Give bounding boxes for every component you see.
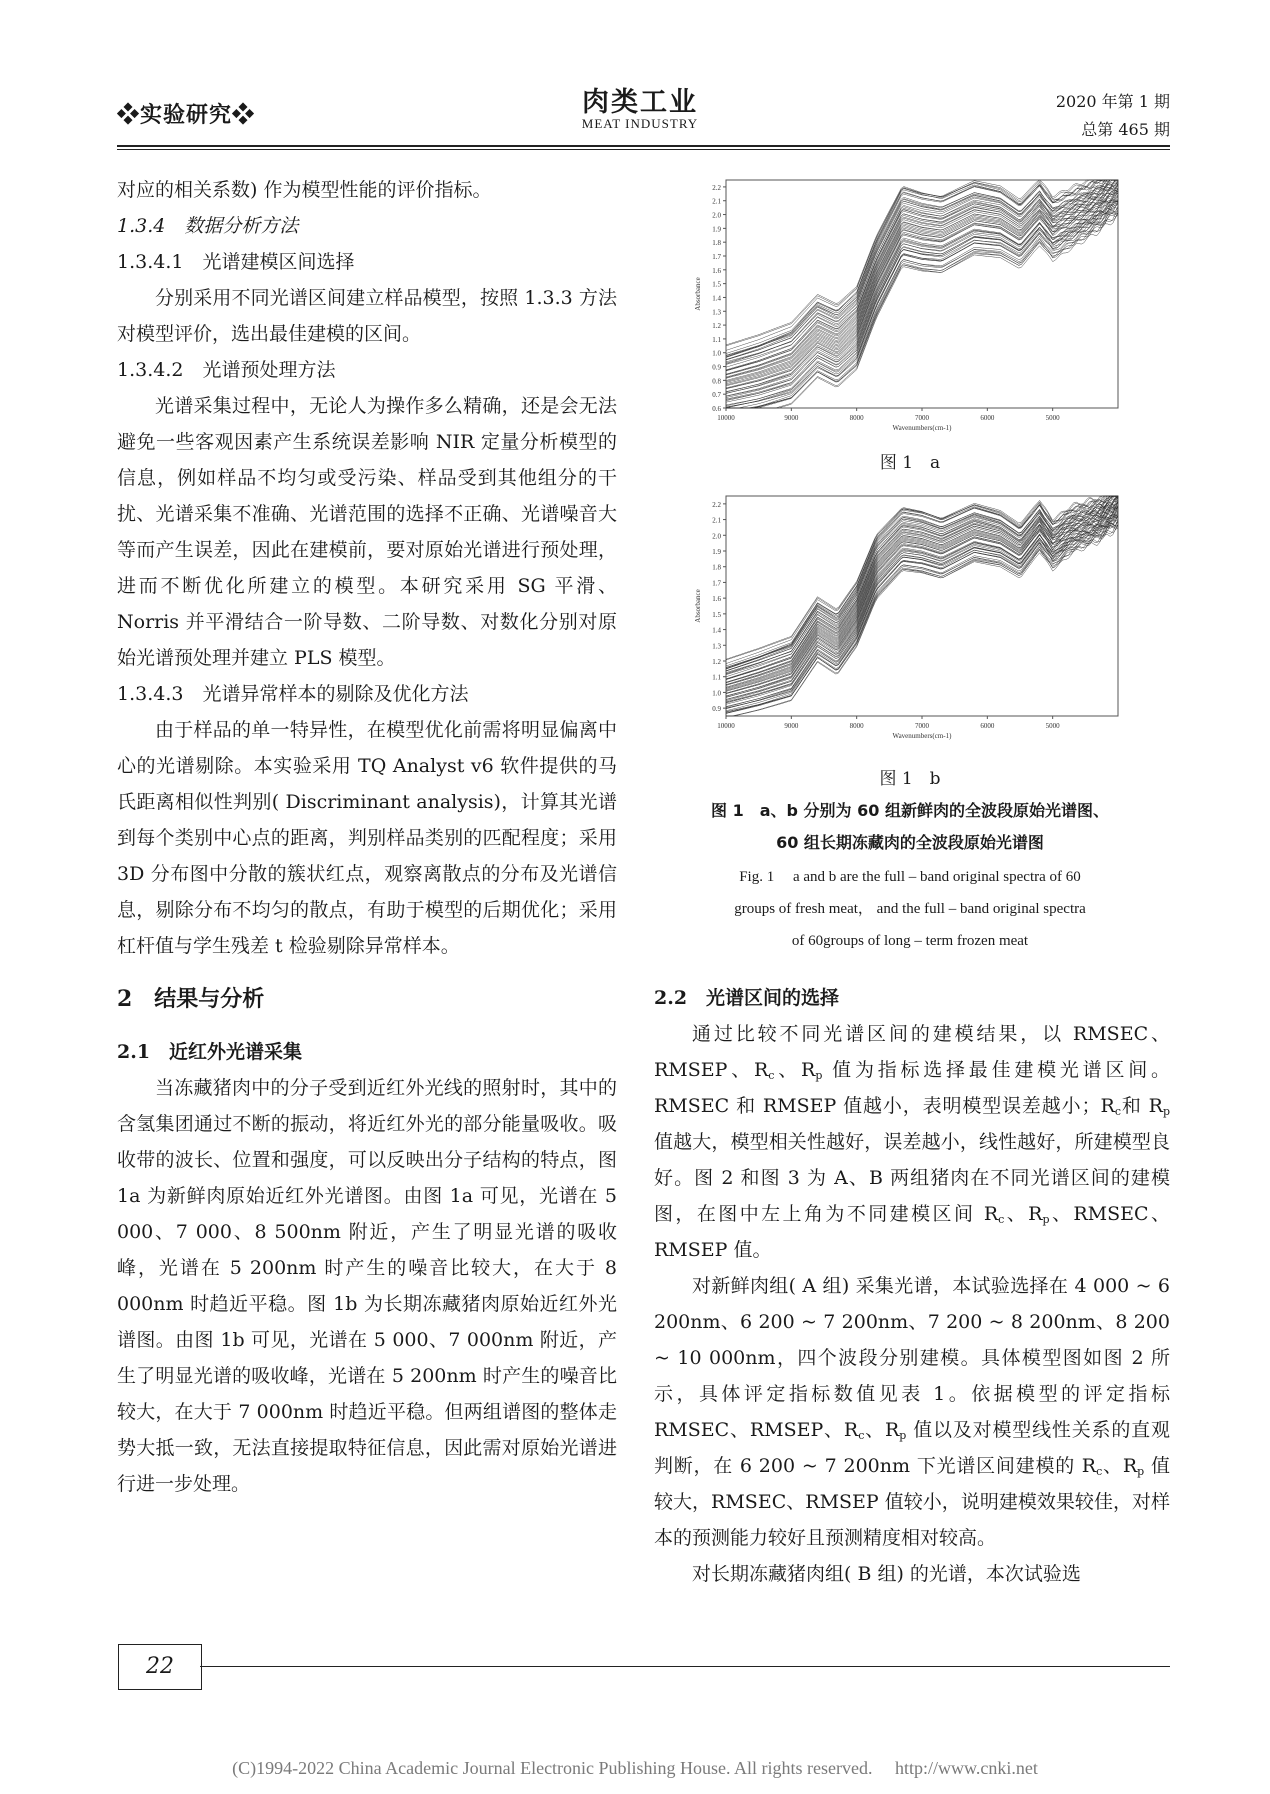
spectrum-line [726,180,1118,346]
year-issue: 2020 年第 1 期 [1055,92,1170,111]
x-tick-label: 5000 [1045,722,1060,730]
left-paragraph: 分别采用不同光谱区间建立样品模型，按照 1.3.3 方法对模型评价，选出最佳建模的区间。 [117,287,617,345]
y-tick-label: 1.7 [712,579,721,588]
x-tick-label: 9000 [784,722,799,730]
figure-caption-cn-line2: 60 组长期冻藏肉的全波段原始光谱图 [776,833,1044,852]
x-axis-label: Wavenumbers(cm-1) [892,424,952,432]
x-tick-label: 7000 [915,722,929,730]
total-issue: 总第 465 期 [1081,120,1170,139]
y-tick-label: 2.0 [712,532,721,541]
spectrum-line [726,496,1118,679]
left-paragraph: 1.3.4.3 光谱异常样本的剔除及优化方法 [117,683,469,705]
spectrum-line [726,506,1118,685]
spectrum-line [726,212,1118,408]
y-tick-label: 0.7 [712,391,721,400]
paragraph-2-2-2: 对新鲜肉组( A 组) 采集光谱，本试验选择在 4 000 ~ 6 200nm、6 200 ~ 7 200nm、7 200 ~ 8 200nm、8 200 ~ 10 000nm，四个波段分别建模。具体模型图如图 2 所示，具体评定指标数值见表 1。依据模型的评定指标 RMSEC、RMSEP、$R_c$、$R_p$ 值以及对模型线性关系的直观判断，在 6 200 ~ 7 200nm 下光谱区间建模的 $R_c$、$R_p$ 值较大，RMSEC、RMSEP 值较小，说明建模效果较佳，对样本的预测能力较好且预测精度相对较高。 [654,1275,1170,1549]
y-tick-label: 1.2 [712,658,721,666]
section-2-1-heading: 2.1 近红外光谱采集 [117,1041,303,1063]
figure-caption-en-line2: groups of fresh meat， and the full – band original spectra [734,901,1086,917]
y-tick-label: 1.1 [712,673,721,682]
left-paragraph: 对应的相关系数) 作为模型性能的评价指标。 [117,179,492,201]
spectrum-line [726,510,1118,696]
x-tick-label: 9000 [784,414,799,422]
figure-caption-en-line3: of 60groups of long – term frozen meat [791,933,1029,949]
paragraph-2-2-3: 对长期冻藏猪肉组( B 组) 的光谱，本次试验选 [692,1563,1081,1585]
y-tick-label: 2.1 [712,197,721,206]
spectrum-line [726,195,1118,392]
y-tick-label: 1.6 [712,595,721,604]
figure-1a-label: 图 1 a [879,453,941,473]
y-tick-label: 1.8 [712,563,721,572]
left-paragraph: 由于样品的单一特异性，在模型优化前需将明显偏离中心的光谱剔除。本实验采用 TQ Analyst v6 软件提供的马氏距离相似性判别( Discriminant analysis)，计算其光谱到每个类别中心点的距离，判别样品类别的匹配程度；采用3D 分布图中分散的簇状红点，观察离散点的分布及光谱信息，剔除分布不均匀的散点，有助于模型的后期优化；采用杠杆值与学生残差 t 检验剔除异常样本。 [117,719,617,957]
x-tick-label: 7000 [915,414,929,422]
spectrum-line [726,496,1118,677]
spectrum-line [726,182,1118,371]
y-tick-label: 2.2 [712,183,721,192]
x-tick-label: 8000 [849,414,864,422]
y-tick-label: 1.3 [712,642,721,651]
spectrum-line [726,516,1118,714]
spectra-chart-a [690,172,1130,442]
paragraph-2-1: 当冻藏猪肉中的分子受到近红外光线的照射时，其中的含氢集团通过不断的振动，将近红外光的部分能量吸收。吸收带的波长、位置和强度，可以反映出分子结构的特点，图 1a 为新鲜肉原始近红外光谱图。由图 1a 可见，光谱在 5 000、7 000、8 500nm 附近，产生了明显光谱的吸收峰，光谱在 5 200nm 时产生的噪音比较大，在大于 8 000nm 时趋近平稳。图 1b 为长期冻藏猪肉原始近红外光谱图。由图 1b 可见，光谱在 5 000、7 000nm 附近，产生了明显光谱的吸收峰，光谱在 5 200nm 时产生的噪音比较大，在大于 7 000nm 时趋近平稳。但两组谱图的整体走势大抵一致，无法直接提取特征信息，因此需对原始光谱进行进一步处理。 [117,1077,617,1495]
y-tick-label: 1.4 [712,626,721,635]
y-tick-label: 1.8 [712,239,721,248]
spectrum-line [726,215,1118,408]
spectrum-line [726,180,1118,345]
journal-logo-cn: 肉类工业 [582,87,698,118]
y-tick-label: 2.2 [712,500,721,509]
y-tick-label: 0.9 [712,363,721,372]
spectrum-line [726,525,1118,713]
figure-caption-cn-line1: 图 1 a、b 分别为 60 组新鲜肉的全波段原始光谱图、 [711,801,1109,820]
copyright-notice: (C)1994-2022 China Academic Journal Electronic Publishing House. All rights reserved. http://www.cnki.net [232,1758,1038,1778]
spectrum-line [726,199,1118,400]
y-tick-label: 2.1 [712,516,721,525]
left-column [117,172,617,1502]
y-tick-label: 1.2 [712,322,721,331]
spectrum-line [726,180,1118,363]
spectrum-line [726,525,1118,717]
y-tick-label: 1.3 [712,308,721,317]
left-paragraphs [117,172,617,964]
x-tick-label: 8000 [849,722,864,730]
left-paragraph: 1.3.4 数据分析方法 [117,215,299,237]
y-tick-label: 1.0 [712,349,721,358]
page-number: 22 [118,1644,202,1690]
x-tick-label: 10000 [717,414,735,422]
y-tick-label: 0.6 [712,405,721,413]
section-2-2-heading: 2.2 光谱区间的选择 [654,987,840,1009]
figure-1a [690,172,1130,442]
issue-info [1056,88,1170,144]
header-rule [117,145,1170,147]
figure-caption-en-line1: Fig. 1 a and b are the full – band original spectra of 60 [739,869,1081,885]
y-tick-label: 1.0 [712,689,721,698]
x-axis-label: Wavenumbers(cm-1) [892,732,952,740]
paragraph-2-2-1: 通过比较不同光谱区间的建模结果，以 RMSEC、RMSEP、$R_c$、$R_p$ 值为指标选择最佳建模光谱区间。RMSEC 和 RMSEP 值越小，表明模型误差越小；$R_c$和 $R_p$ 值越大，模型相关性越好，误差越小，线性越好，所建模型良好。图 2 和图 3 为 A、B 两组猪肉在不同光谱区间的建模图，在图中左上角为不同建模区间 $R_c$、$R_p$、RMSEC、RMSEP 值。 [654,1023,1170,1261]
x-tick-label: 6000 [980,722,995,730]
left-paragraph: 1.3.4.1 光谱建模区间选择 [117,251,355,273]
figure-1b [690,488,1130,750]
y-tick-label: 1.7 [712,253,721,261]
spectrum-line [726,497,1118,671]
x-tick-label: 5000 [1045,414,1060,422]
y-tick-label: 1.5 [712,610,721,619]
spectra-chart-b [690,488,1130,750]
x-tick-label: 10000 [717,722,735,730]
spectrum-line [726,521,1118,708]
footer-rule [200,1666,1170,1667]
spectrum-line [726,196,1118,393]
header-rule-thin [117,149,1170,150]
spectrum-line [726,180,1118,360]
y-tick-label: 2.0 [712,211,721,220]
figure-1b-label: 图 1 b [879,769,941,789]
y-tick-label: 1.5 [712,280,721,289]
section-2-heading: 2 结果与分析 [117,986,265,1012]
left-paragraph: 光谱采集过程中，无论人为操作多么精确，还是会无法避免一些客观因素产生系统误差影响 NIR 定量分析模型的信息，例如样品不均匀或受污染、样品受到其他组分的干扰、光谱采集不准确、光谱范围的选择不正确、光谱噪音大等而产生误差，因此在建模前，要对原始光谱进行预处理，进而不断优化所建立的模型。本研究采用 SG 平滑、Norris 并平滑结合一阶导数、二阶导数、对数化分别对原始光谱预处理并建立 PLS 模型。 [117,395,617,669]
spectrum-line [726,212,1118,408]
spectrum-line [726,202,1118,408]
y-tick-label: 0.9 [712,705,721,714]
y-tick-label: 1.4 [712,294,721,303]
y-tick-label: 1.1 [712,335,721,344]
spectrum-line [726,212,1118,408]
spectrum-line [726,213,1118,408]
y-tick-label: 1.9 [712,548,721,556]
y-axis-label: Absorbance [694,277,702,311]
y-tick-label: 0.8 [712,377,721,386]
right-column [654,980,1170,1592]
spectrum-line [726,203,1118,400]
y-axis-label: Absorbance [694,589,702,623]
journal-name-en: MEAT INDUSTRY [581,116,699,131]
y-tick-label: 1.6 [712,266,721,275]
y-tick-label: 1.9 [712,225,721,234]
spectrum-line [726,189,1118,378]
section-tag: ❖实验研究❖ [117,102,256,128]
left-paragraph: 1.3.4.2 光谱预处理方法 [117,359,336,381]
x-tick-label: 6000 [980,414,995,422]
